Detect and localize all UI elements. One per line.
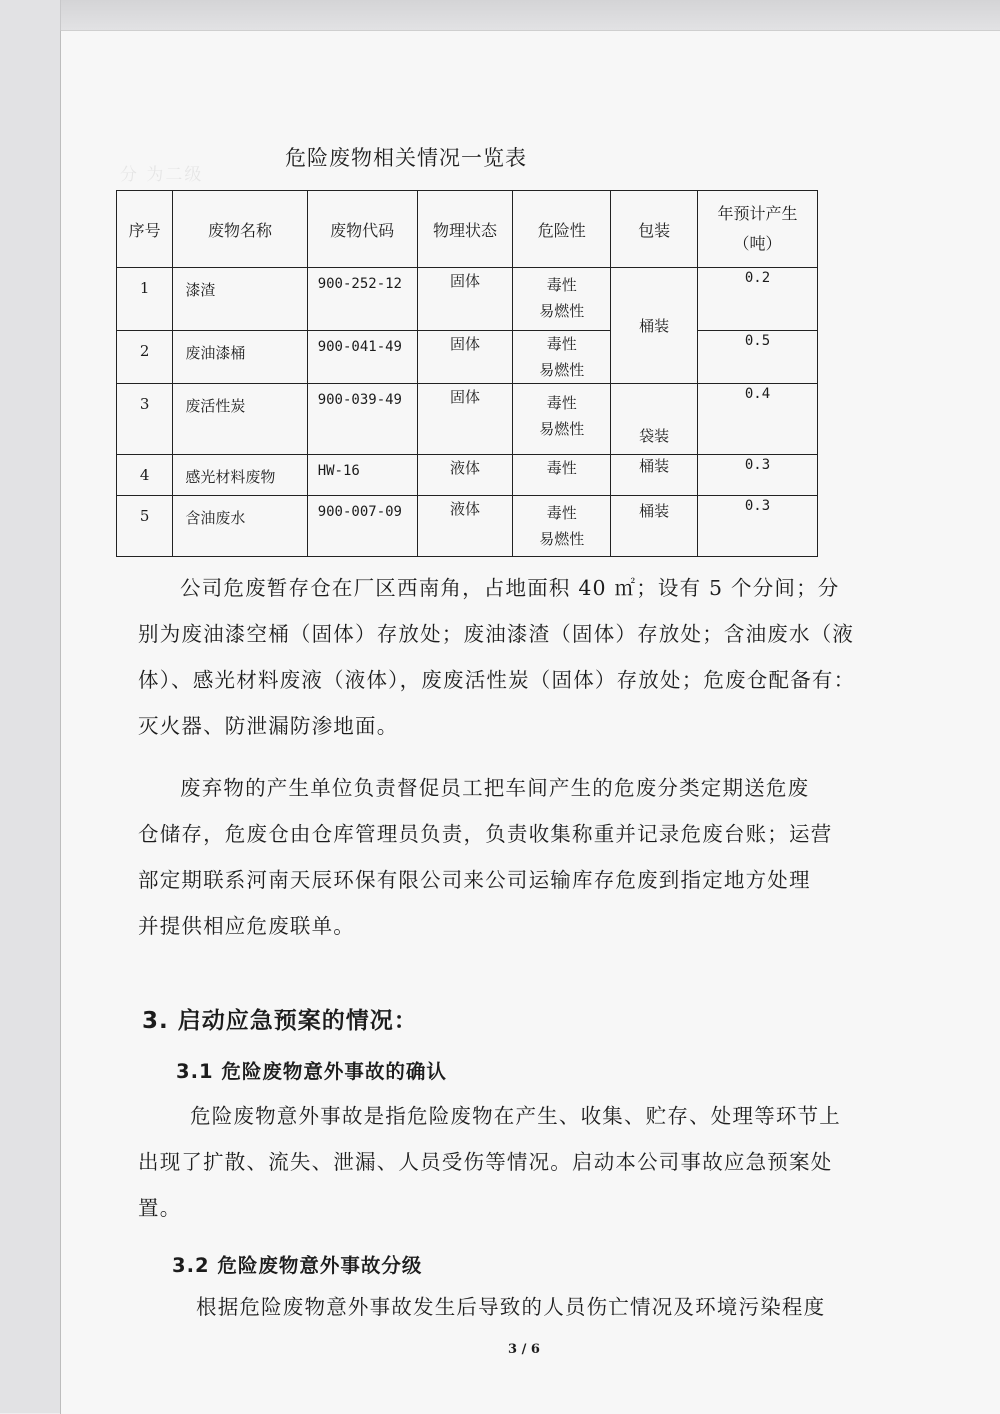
bleed-through: 分 为二级 xyxy=(120,165,204,185)
management-paragraph xyxy=(138,765,890,949)
text-line: 部定期联系河南天辰环保有限公司来公司运输库存危废到指定地方处理 xyxy=(138,868,811,892)
header-no: 序号 xyxy=(117,191,173,268)
cell-code: 900-007-09 xyxy=(317,504,402,520)
cell-amount: 0.2 xyxy=(744,270,771,286)
text-line: 仓储存，危废仓由仓库管理员负责，负责收集称重并记录危废台账；运营 xyxy=(138,822,833,846)
header-hazard: 危险性 xyxy=(513,191,611,268)
header-name: 废物名称 xyxy=(173,191,307,268)
cell-package: 袋装 xyxy=(639,427,670,445)
cell-state: 固体 xyxy=(450,335,481,353)
text-line: 公司危废暂存仓在厂区西南角，占地面积 40 ㎡；设有 5 个分间；分 xyxy=(180,576,840,600)
cell-state: 固体 xyxy=(450,388,481,406)
cell-package: 桶装 xyxy=(639,457,670,475)
cell-hazard: 毒性 易燃性 xyxy=(539,335,585,379)
storage-paragraph xyxy=(138,565,890,749)
table-row xyxy=(117,331,818,384)
text-line: 并提供相应危废联单。 xyxy=(138,914,355,938)
table-title: 危险废物相关情况一览表 xyxy=(285,146,527,170)
cell-hazard: 毒性 易燃性 xyxy=(539,276,585,320)
text-line: 灭火器、防泄漏防渗地面。 xyxy=(138,714,399,738)
cell-no: 5 xyxy=(139,507,150,525)
underlying-sheet xyxy=(0,0,61,1413)
text-line: 别为废油漆空桶（固体）存放处；废油漆渣（固体）存放处；含油废水（液 xyxy=(138,622,855,646)
cell-state: 液体 xyxy=(450,500,481,518)
text-line: 置。 xyxy=(138,1196,182,1220)
cell-name: 废活性炭 xyxy=(185,397,246,415)
cell-name: 感光材料废物 xyxy=(185,468,276,486)
cell-amount: 0.3 xyxy=(744,457,771,473)
cell-no: 1 xyxy=(139,279,150,297)
cell-package: 桶装 xyxy=(639,502,670,520)
table-row xyxy=(117,455,818,496)
cell-amount: 0.3 xyxy=(744,498,771,514)
cell-state: 液体 xyxy=(450,459,481,477)
cell-package: 桶装 xyxy=(639,317,670,335)
section-3-2-heading: 3.2 危险废物意外事故分级 xyxy=(172,1254,423,1277)
header-state: 物理状态 xyxy=(417,191,513,268)
table-row xyxy=(117,384,818,455)
cell-name: 漆渣 xyxy=(185,281,216,299)
cell-name: 含油废水 xyxy=(185,509,246,527)
hazardous-waste-table xyxy=(116,190,818,557)
cell-code: HW-16 xyxy=(317,463,360,479)
table-row xyxy=(117,268,818,331)
text-line: 根据危险废物意外事故发生后导致的人员伤亡情况及环境污染程度 xyxy=(196,1295,826,1319)
cell-code: 900-039-49 xyxy=(317,392,402,408)
header-amount: 年预计产生 （吨） xyxy=(698,191,818,268)
cell-no: 2 xyxy=(139,342,150,360)
cell-amount: 0.5 xyxy=(744,333,771,349)
text-line: 体）、感光材料废液（液体），废废活性炭（固体）存放处；危废仓配备有： xyxy=(138,668,856,692)
table-row xyxy=(117,496,818,557)
section-3-2-body xyxy=(138,1284,890,1330)
cell-code: 900-252-12 xyxy=(317,276,402,292)
header-package: 包装 xyxy=(611,191,698,268)
header-code: 废物代码 xyxy=(307,191,417,268)
cell-hazard: 毒性 易燃性 xyxy=(539,394,585,438)
cell-no: 4 xyxy=(139,466,150,484)
text-line: 出现了扩散、流失、泄漏、人员受伤等情况。启动本公司事故应急预案处 xyxy=(138,1150,833,1174)
cell-name: 废油漆桶 xyxy=(185,344,246,362)
section-3-1-heading: 3.1 危险废物意外事故的确认 xyxy=(176,1060,447,1083)
page-number: 3 / 6 xyxy=(508,1342,540,1357)
section-3-1-body xyxy=(138,1093,890,1231)
cell-code: 900-041-49 xyxy=(317,339,402,355)
cell-amount: 0.4 xyxy=(744,386,771,402)
cell-hazard: 毒性 xyxy=(546,459,577,477)
cell-hazard: 毒性 易燃性 xyxy=(539,504,585,548)
table-header-row xyxy=(117,191,818,268)
text-line: 废弃物的产生单位负责督促员工把车间产生的危废分类定期送危废 xyxy=(180,776,810,800)
cell-no: 3 xyxy=(139,395,150,413)
text-line: 危险废物意外事故是指危险废物在产生、收集、贮存、处理等环节上 xyxy=(190,1104,841,1128)
section-3-heading: 3. 启动应急预案的情况： xyxy=(142,1008,418,1034)
cell-state: 固体 xyxy=(450,272,481,290)
